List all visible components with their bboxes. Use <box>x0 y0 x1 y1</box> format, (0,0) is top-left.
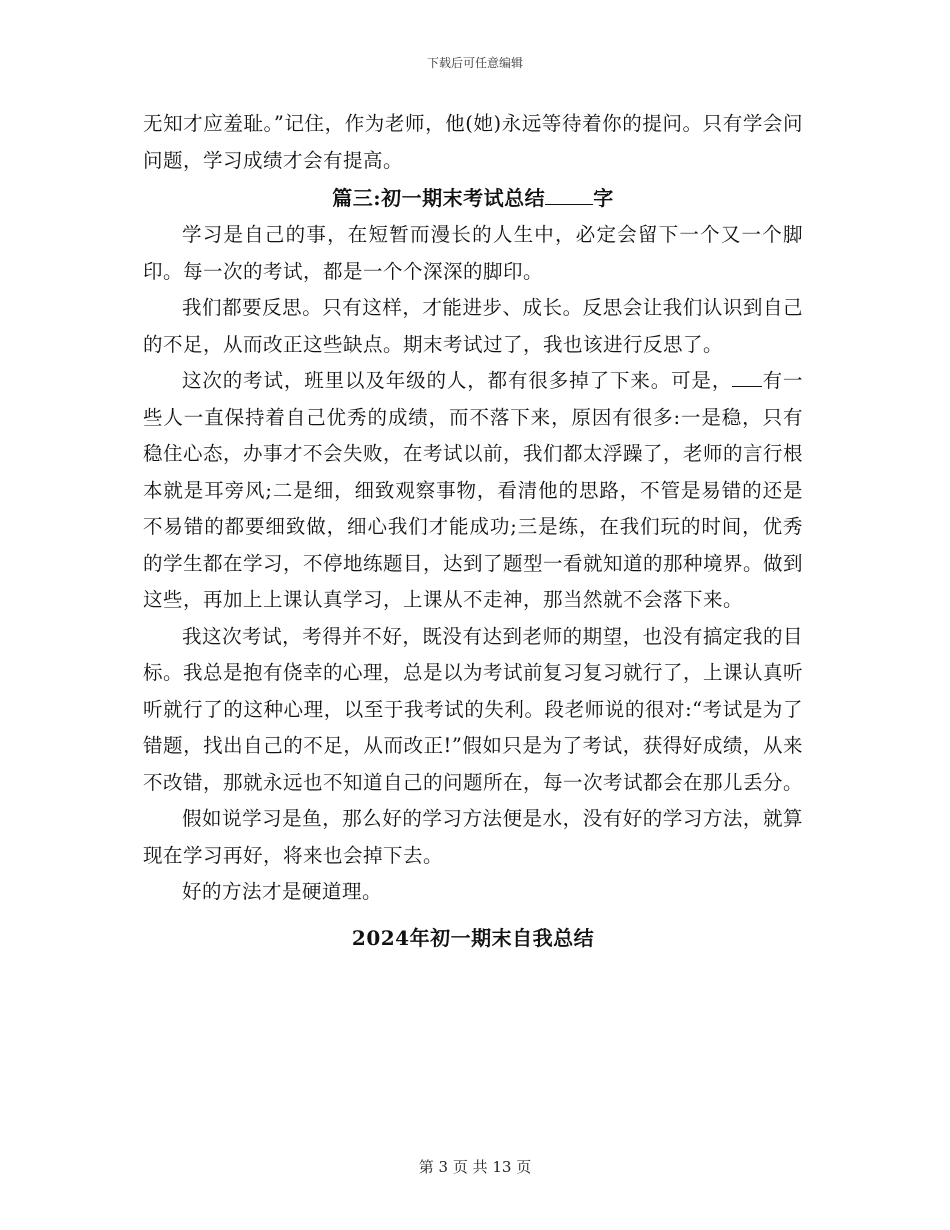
page-number: 第 3 页 共 13 页 <box>418 1158 532 1176</box>
paragraph: 无知才应羞耻。”记住，作为老师，他(她)永远等待着你的提问。只有学会问问题，学习成绩才会有提高。 <box>143 112 803 172</box>
paragraph-part: 有一些人一直保持着自己优秀的成绩，而不落下来，原因有很多:一是稳，只有稳住心态，办事才不会失败，在考试以前，我们都太浮躁了，老师的言行根本就是耳旁风;二是细，细致观察事物，看清他的思路，不管是易错的还是不易错的都要细致做，细心我们才能成功;三是练，在我们玩的时间，优秀的学生都在学习，不停地练题目，达到了题型一看就知道的那种境界。做到这些，再加上上课认真学习，上课从不走神，那当然就不会落下来。 <box>143 369 804 611</box>
section-title-prefix: 篇三:初一期末考试总结 <box>332 186 546 210</box>
section-title <box>143 179 803 217</box>
header-note: 下载后可任意编辑 <box>426 56 523 70</box>
paragraph: 假如说学习是鱼，那么好的学习方法便是水，没有好的学习方法，就算现在学习再好，将来也会掉下去。 <box>143 807 803 867</box>
document-body <box>143 106 803 957</box>
next-section-title: 2024年初一期末自我总结 <box>351 925 595 950</box>
section-title-suffix: 字 <box>593 186 614 210</box>
paragraph: 好的方法才是硬道理。 <box>182 880 383 903</box>
title-blank <box>545 186 593 205</box>
paragraph: 我们都要反思。只有这样，才能进步、成长。反思会让我们认识到自己的不足，从而改正这些缺点。期末考试过了，我也该进行反思了。 <box>143 296 803 356</box>
inline-blank <box>732 368 762 387</box>
paragraph <box>143 363 803 619</box>
paragraph-part: 这次的考试，班里以及年级的人，都有很多掉了下来。可是， <box>182 369 733 392</box>
paragraph: 学习是自己的事，在短暂而漫长的人生中，必定会留下一个又一个脚印。每一次的考试，都是一个个深深的脚印。 <box>143 223 803 283</box>
paragraph: 我这次考试，考得并不好，既没有达到老师的期望，也没有搞定我的目标。我总是抱有侥幸的心理，总是以为考试前复习复习就行了，上课认真听听就行了的这种心理，以至于我考试的失利。段老师说的很对:“考试是为了错题，找出自己的不足，从而改正!”假如只是为了考试，获得好成绩，从来不改错，那就永远也不知道自己的问题所在，每一次考试都会在那儿丢分。 <box>143 624 804 794</box>
